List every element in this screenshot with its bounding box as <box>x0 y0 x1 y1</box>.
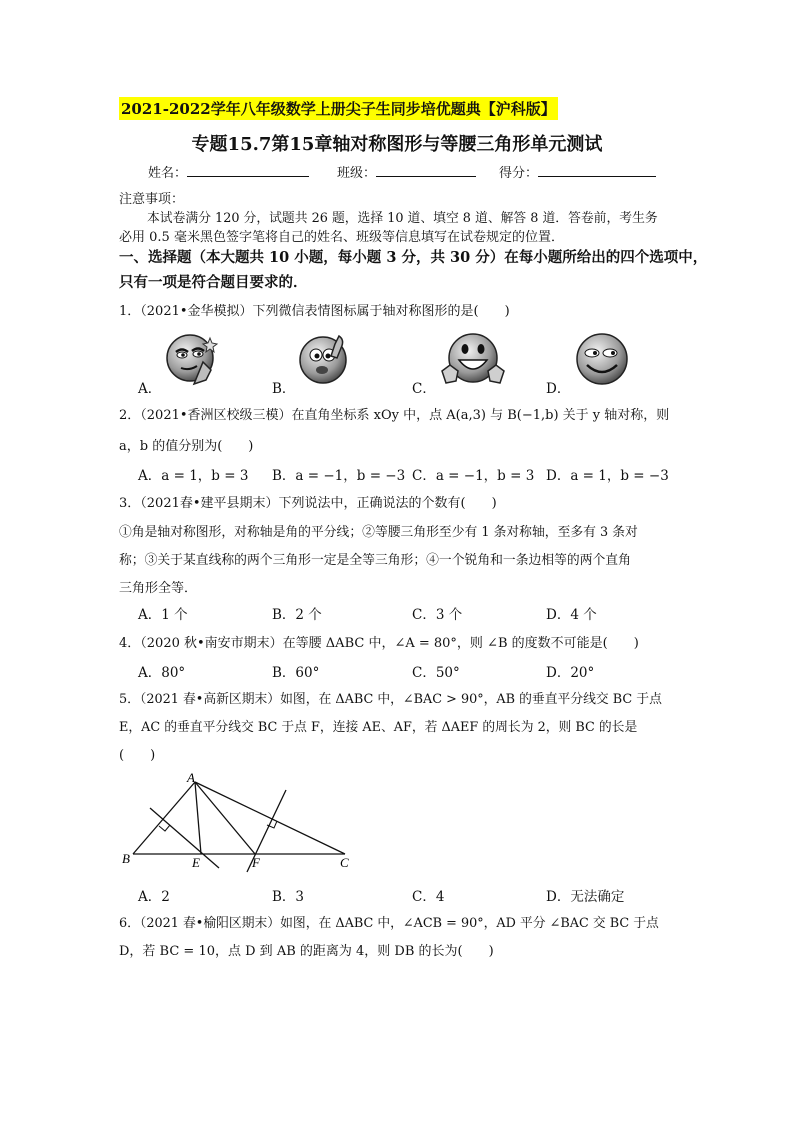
q6-stem-line1: 6．（2021 春•榆阳区期末）如图，在 ΔABC 中，∠ACB = 90°，AD 平分 ∠BAC 交 BC 于点 <box>119 916 659 931</box>
q2-option-a[interactable]: A．a = 1，b = 3 <box>138 468 249 484</box>
section1-line2: 只有一项是符合题目要求的． <box>119 274 308 291</box>
class-field[interactable] <box>337 162 476 181</box>
q3-option-b[interactable]: B．2 个 <box>272 607 322 623</box>
q3-stem: 3．（2021春•建平县期末）下列说法中，正确说法的个数有( ) <box>119 496 497 511</box>
q5-triangle-figure <box>115 768 365 878</box>
q4-option-d[interactable]: D．20° <box>546 665 595 681</box>
smirk-emoji-icon[interactable] <box>163 332 219 388</box>
class-label: 班级： <box>337 166 377 181</box>
q3-body-line1: ①角是轴对称图形，对称轴是角的平分线；②等腰三角形至少有 1 条对称轴，至多有 3 条对 <box>119 525 638 540</box>
q2-option-c[interactable]: C．a = −1，b = 3 <box>412 468 535 484</box>
q4-option-c[interactable]: C．50° <box>412 665 460 681</box>
q1-option-c[interactable]: C． <box>412 381 436 397</box>
grin-hands-emoji-icon[interactable] <box>440 331 506 389</box>
label-b: B <box>122 851 130 866</box>
worried-emoji-icon[interactable] <box>297 332 353 388</box>
q3-body-line2: 称；③关于某直线称的两个三角形一定是全等三角形；④一个锐角和一条边相等的两个直角 <box>119 553 631 568</box>
q1-option-b[interactable]: B． <box>272 381 296 397</box>
q3-body-line3: 三角形全等． <box>119 581 198 596</box>
segment-ab <box>133 782 195 854</box>
class-blank[interactable] <box>376 164 476 177</box>
notes-line2: 必用 0.5 毫米黑色签字笔将自己的姓名、班级等信息填写在试卷规定的位置． <box>119 230 564 245</box>
q5-option-b[interactable]: B．3 <box>272 889 305 905</box>
q5-stem-line3: ( ) <box>119 748 156 763</box>
score-blank[interactable] <box>538 164 656 177</box>
q6-stem-line2: D，若 BC = 10，点 D 到 AB 的距离为 4，则 DB 的长为( ) <box>119 944 494 959</box>
q5-stem-line1: 5．（2021 春•高新区期末）如图，在 ΔABC 中，∠BAC > 90°，AB 的垂直平分线交 BC 于点 <box>119 692 662 707</box>
score-label: 得分： <box>499 166 539 181</box>
q5-stem-line2: E，AC 的垂直平分线交 BC 于点 F，连接 AE、AF，若 ΔAEF 的周长为 2，则 BC 的长是 <box>119 720 638 735</box>
header-highlight-title: 2021-2022学年八年级数学上册尖子生同步培优题典【沪科版】 <box>119 97 558 120</box>
name-field[interactable] <box>148 162 309 181</box>
ab-perpendicular-bisector <box>150 808 219 868</box>
q5-option-d[interactable]: D．无法确定 <box>546 889 625 905</box>
name-blank[interactable] <box>187 164 309 177</box>
q4-option-a[interactable]: A．80° <box>138 665 186 681</box>
q5-option-a[interactable]: A．2 <box>138 889 170 905</box>
page-title: 专题15.7第15章轴对称图形与等腰三角形单元测试 <box>191 134 603 155</box>
segment-af <box>195 782 255 854</box>
notes-heading: 注意事项： <box>119 192 185 207</box>
label-e: E <box>192 855 200 870</box>
label-f: F <box>252 855 260 870</box>
smile-emoji-icon[interactable] <box>573 331 631 387</box>
label-a: A <box>187 770 195 785</box>
q4-option-b[interactable]: B．60° <box>272 665 320 681</box>
q1-stem: 1．（2021•金华模拟）下列微信表情图标属于轴对称图形的是( ) <box>119 304 510 319</box>
q5-option-c[interactable]: C．4 <box>412 889 445 905</box>
q1-option-d[interactable]: D． <box>546 381 571 397</box>
q2-stem-line1: 2．（2021•香洲区校级三模）在直角坐标系 xOy 中，点 A(a,3) 与 B(−1,b) 关于 y 轴对称，则 <box>119 408 670 423</box>
segment-ae <box>195 782 201 854</box>
q2-stem-line2: a，b 的值分别为( ) <box>119 439 254 454</box>
q2-option-b[interactable]: B．a = −1，b = −3 <box>272 468 406 484</box>
q3-option-d[interactable]: D．4 个 <box>546 607 597 623</box>
segment-ac <box>195 782 345 854</box>
label-c: C <box>340 855 349 870</box>
q3-option-c[interactable]: C．3 个 <box>412 607 463 623</box>
q1-option-a[interactable]: A． <box>138 381 162 397</box>
q3-option-a[interactable]: A．1 个 <box>138 607 188 623</box>
q4-stem: 4．（2020 秋•南安市期末）在等腰 ΔABC 中，∠A = 80°，则 ∠B 的度数不可能是( ) <box>119 636 639 651</box>
q2-option-d[interactable]: D．a = 1，b = −3 <box>546 468 669 484</box>
section1-line1: 一、选择题（本大题共 10 小题，每小题 3 分，共 30 分）在每小题所给出的四个选项中， <box>119 249 708 266</box>
notes-line1: 本试卷满分 120 分，试题共 26 题，选择 10 道、填空 8 道、解答 8 道．答卷前，考生务 <box>147 211 658 226</box>
score-field[interactable] <box>499 162 656 181</box>
name-label: 姓名： <box>148 166 188 181</box>
